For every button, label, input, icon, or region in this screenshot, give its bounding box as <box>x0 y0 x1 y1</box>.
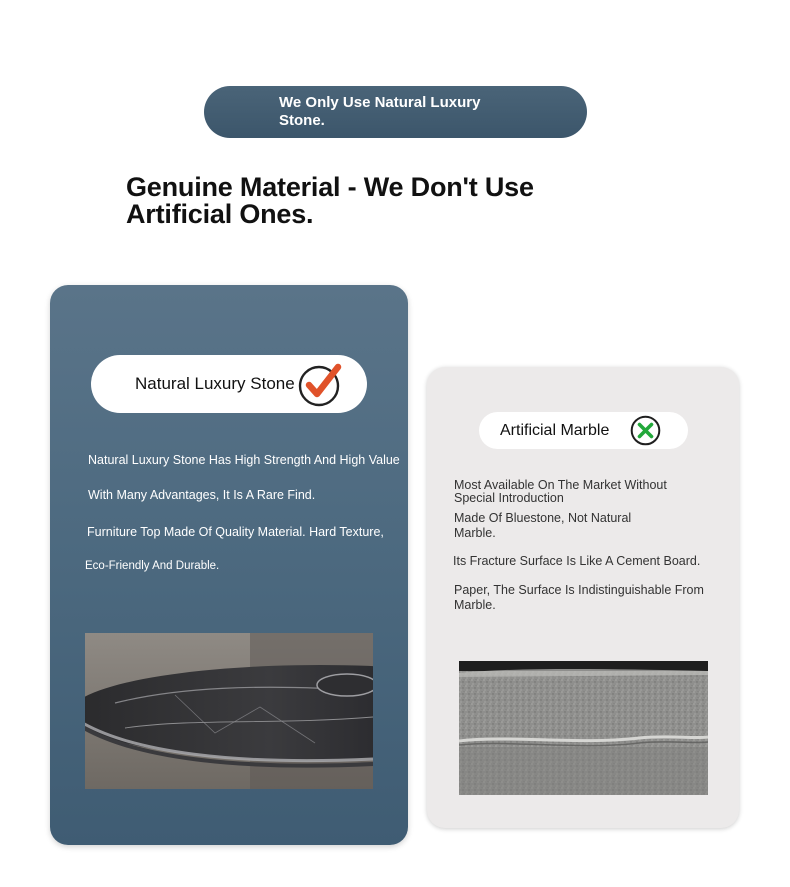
artificial-line-4: Paper, The Surface Is Indistinguishable From Marble. <box>454 583 704 612</box>
natural-line-1: Natural Luxury Stone Has High Strength And High Value <box>88 453 400 467</box>
artificial-line-1: Most Available On The Market Without Special Introduction <box>454 478 667 505</box>
stone-fracture-illustration <box>459 661 708 795</box>
artificial-line-3: Its Fracture Surface Is Like A Cement Board. <box>453 554 701 568</box>
page-headline: Genuine Material - We Don't Use Artificial Ones. <box>126 172 534 229</box>
top-banner <box>204 86 587 138</box>
checkmark-icon <box>298 363 342 407</box>
natural-stone-photo <box>85 633 373 789</box>
artificial-marble-label: Artificial Marble <box>500 422 610 439</box>
artificial-marble-photo <box>459 661 708 795</box>
banner-text: We Only Use Natural Luxury Stone. <box>279 94 481 129</box>
natural-stone-label: Natural Luxury Stone <box>135 374 295 393</box>
marble-table-illustration <box>85 633 373 789</box>
artificial-line-2: Made Of Bluestone, Not Natural Marble. <box>454 511 632 540</box>
natural-line-3: Furniture Top Made Of Quality Material. Hard Texture, <box>87 525 384 539</box>
natural-stone-panel <box>50 285 408 845</box>
natural-stone-pill <box>91 355 367 413</box>
x-icon <box>630 415 661 446</box>
artificial-marble-panel <box>427 367 739 828</box>
natural-line-4: Eco-Friendly And Durable. <box>85 560 220 572</box>
natural-line-2: With Many Advantages, It Is A Rare Find. <box>88 488 316 502</box>
artificial-marble-pill <box>479 412 688 449</box>
